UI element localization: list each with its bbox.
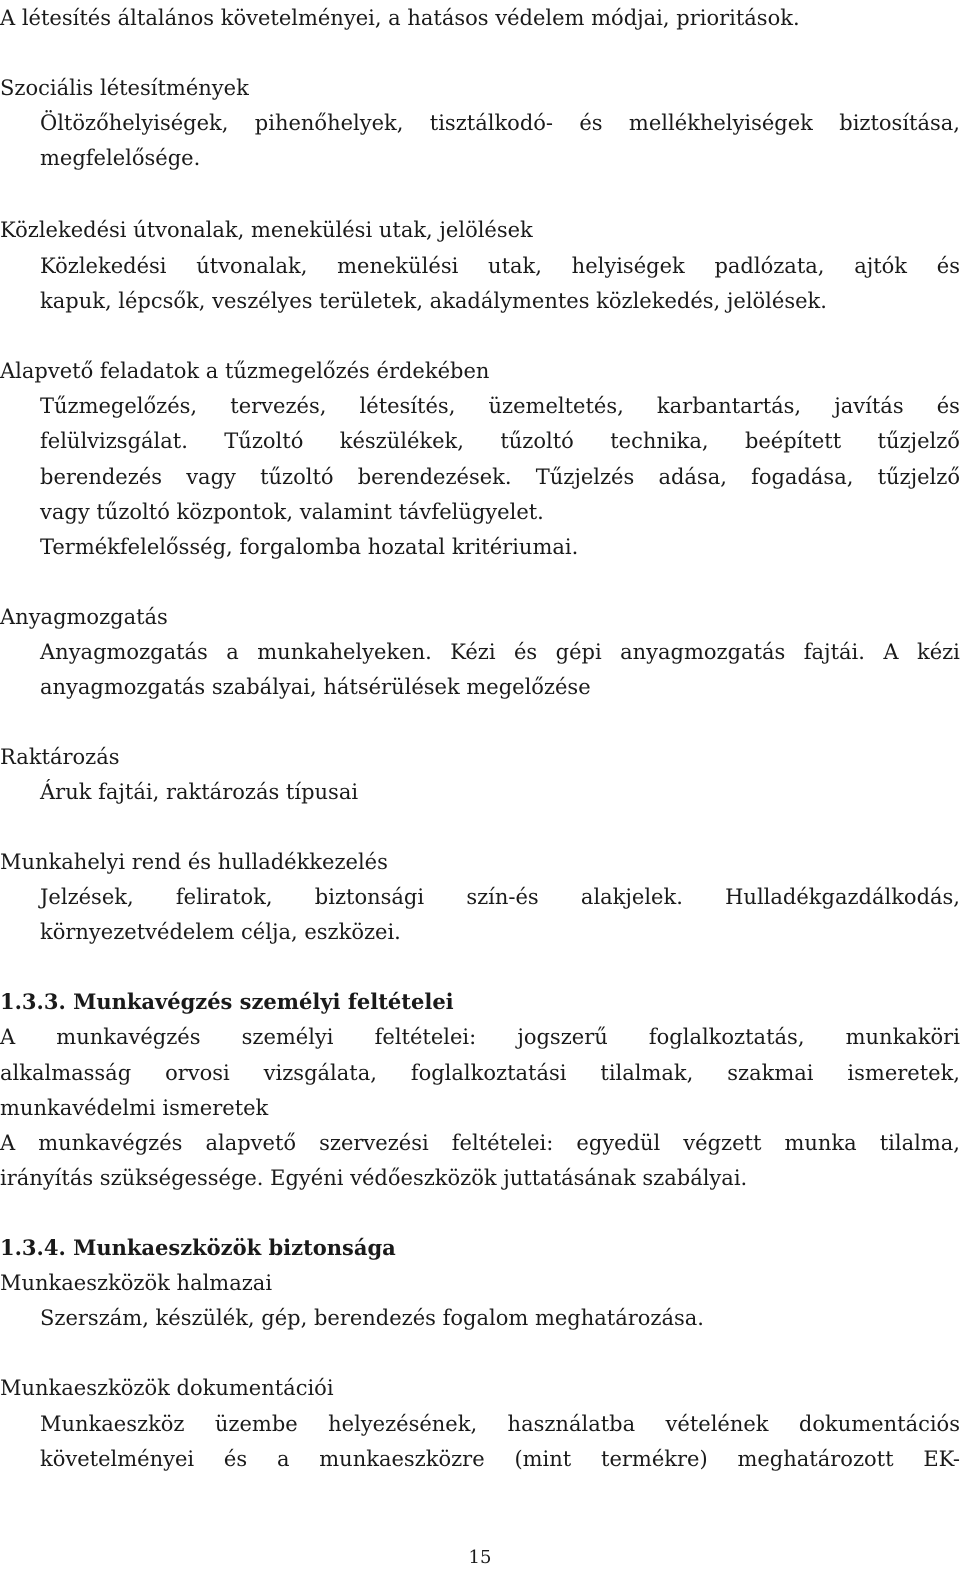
word: biztosítása, <box>839 111 960 135</box>
word: tűzoltó <box>260 465 334 489</box>
paragraph-line: kapuk, lépcsők, veszélyes területek, akadálymentes közlekedés, jelölések. <box>40 289 827 313</box>
word: vagy <box>186 465 236 489</box>
word: létesítés, <box>359 394 456 418</box>
paragraph-line <box>40 248 960 284</box>
word: munkaköri <box>845 1025 960 1049</box>
word: személyi <box>241 1025 334 1049</box>
word: szervezési <box>319 1131 429 1155</box>
word: technika, <box>610 429 709 453</box>
word: foglalkoztatási <box>410 1061 567 1085</box>
word: tűzjelző <box>877 465 960 489</box>
word: (mint <box>514 1447 572 1471</box>
word: felülvizsgálat. <box>40 429 188 453</box>
word: tisztálkodó- <box>429 111 554 135</box>
word: berendezések. <box>357 465 512 489</box>
word: A <box>0 1131 16 1155</box>
word: és <box>579 111 603 135</box>
word: és <box>936 254 960 278</box>
section-title-1-3-3: 1.3.3. Munkavégzés személyi feltételei <box>0 989 454 1014</box>
word: dokumentációs <box>798 1412 960 1436</box>
word: tervezés, <box>230 394 327 418</box>
word: Anyagmozgatás <box>40 640 208 664</box>
page-number: 15 <box>468 1547 492 1568</box>
paragraph-line <box>40 388 960 424</box>
subsection-heading-tool-sets: Munkaeszközök halmazai <box>0 1271 273 1295</box>
word: egyedül <box>576 1131 661 1155</box>
word: pihenőhelyek, <box>254 111 404 135</box>
word: használatba <box>507 1412 636 1436</box>
word: szín-és <box>466 885 539 909</box>
word: Tűzoltó <box>224 429 304 453</box>
word: alapvető <box>205 1131 297 1155</box>
word: Közlekedési <box>40 254 167 278</box>
paragraph-line: megfelelősége. <box>40 146 201 170</box>
paragraph-line <box>40 105 960 141</box>
section-heading-traffic-routes: Közlekedési útvonalak, menekülési utak, jelölések <box>0 218 533 242</box>
word: jogszerű <box>517 1025 608 1049</box>
word: Tűzjelzés <box>535 465 635 489</box>
word: A <box>0 1025 16 1049</box>
word: szakmai <box>727 1061 814 1085</box>
paragraph-line <box>40 423 960 459</box>
word: orvosi <box>165 1061 230 1085</box>
word: követelményei <box>40 1447 195 1471</box>
word: készülékek, <box>339 429 464 453</box>
word: Kézi <box>450 640 496 664</box>
paragraph-line <box>40 879 960 915</box>
word: munkahelyeken. <box>257 640 432 664</box>
word: padlózata, <box>714 254 825 278</box>
word: meghatározott <box>737 1447 894 1471</box>
word: Hulladékgazdálkodás, <box>725 885 960 909</box>
word: gépi <box>555 640 602 664</box>
section-heading-fire-prevention: Alapvető feladatok a tűzmegelőzés érdekében <box>0 359 490 383</box>
word: vételének <box>665 1412 769 1436</box>
word: a <box>276 1447 290 1471</box>
word: Öltözőhelyiségek, <box>40 111 229 135</box>
word: tűzoltó <box>500 429 574 453</box>
section-heading-material-handling: Anyagmozgatás <box>0 605 168 629</box>
subsection-heading-tool-documentation: Munkaeszközök dokumentációi <box>0 1376 334 1400</box>
paragraph-line: Áruk fajtái, raktározás típusai <box>40 780 359 804</box>
word: kézi <box>916 640 960 664</box>
word: ajtók <box>854 254 908 278</box>
paragraph-line <box>0 1055 960 1091</box>
word: biztonsági <box>314 885 425 909</box>
paragraph-line: Termékfelelősség, forgalomba hozatal kritériumai. <box>40 535 579 559</box>
word: mellékhelyiségek <box>628 111 813 135</box>
word: fajtái. <box>803 640 865 664</box>
paragraph-line: anyagmozgatás szabályai, hátsérülések megelőzése <box>40 675 591 699</box>
paragraph-line <box>40 459 960 495</box>
word: munka <box>784 1131 857 1155</box>
intro-line: A létesítés általános követelményei, a hatásos védelem módjai, prioritások. <box>0 6 800 30</box>
word: javítás <box>834 394 904 418</box>
word: és <box>514 640 538 664</box>
paragraph-line: irányítás szükségessége. Egyéni védőeszközök juttatásának szabályai. <box>0 1166 748 1190</box>
word: feliratok, <box>175 885 273 909</box>
word: feltételei: <box>374 1025 477 1049</box>
word: utak, <box>488 254 542 278</box>
word: alkalmasság <box>0 1061 132 1085</box>
word: helyezésének, <box>328 1412 478 1436</box>
paragraph-line <box>0 1125 960 1161</box>
word: munkavégzés <box>56 1025 201 1049</box>
section-heading-workplace-order: Munkahelyi rend és hulladékkezelés <box>0 850 388 874</box>
word: üzemeltetés, <box>488 394 624 418</box>
paragraph-line <box>40 1406 960 1442</box>
word: és <box>936 394 960 418</box>
word: végzett <box>683 1131 762 1155</box>
word: alakjelek. <box>580 885 683 909</box>
section-title-1-3-4: 1.3.4. Munkaeszközök biztonsága <box>0 1235 396 1260</box>
word: termékre) <box>601 1447 708 1471</box>
word: munkaeszközre <box>319 1447 485 1471</box>
paragraph-line: Szerszám, készülék, gép, berendezés fogalom meghatározása. <box>40 1306 704 1330</box>
word: ismeretek, <box>847 1061 960 1085</box>
word: és <box>223 1447 248 1471</box>
word: munkavégzés <box>38 1131 183 1155</box>
word: Tűzmegelőzés, <box>40 394 198 418</box>
paragraph-line: munkavédelmi ismeretek <box>0 1096 269 1120</box>
word: karbantartás, <box>656 394 802 418</box>
word: Munkaeszköz <box>40 1412 185 1436</box>
word: vizsgálata, <box>263 1061 377 1085</box>
word: a <box>226 640 239 664</box>
word: adása, <box>658 465 727 489</box>
paragraph-line <box>0 1019 960 1055</box>
word: menekülési <box>337 254 459 278</box>
section-heading-social-facilities: Szociális létesítmények <box>0 76 249 100</box>
paragraph-line: vagy tűzoltó központok, valamint távfelügyelet. <box>40 500 544 524</box>
paragraph-line <box>40 1441 960 1477</box>
word: A <box>883 640 899 664</box>
word: helyiségek <box>571 254 685 278</box>
word: EK- <box>923 1447 960 1471</box>
word: anyagmozgatás <box>620 640 786 664</box>
word: útvonalak, <box>196 254 308 278</box>
section-heading-warehousing: Raktározás <box>0 745 120 769</box>
word: feltételei: <box>451 1131 554 1155</box>
word: üzembe <box>214 1412 298 1436</box>
word: Jelzések, <box>40 885 134 909</box>
word: tilalmak, <box>600 1061 694 1085</box>
word: tilalma, <box>879 1131 960 1155</box>
word: fogadása, <box>751 465 854 489</box>
paragraph-line <box>40 634 960 670</box>
word: beépített <box>744 429 842 453</box>
word: tűzjelző <box>877 429 960 453</box>
word: berendezés <box>40 465 163 489</box>
paragraph-line: környezetvédelem célja, eszközei. <box>40 920 401 944</box>
word: foglalkoztatás, <box>648 1025 805 1049</box>
